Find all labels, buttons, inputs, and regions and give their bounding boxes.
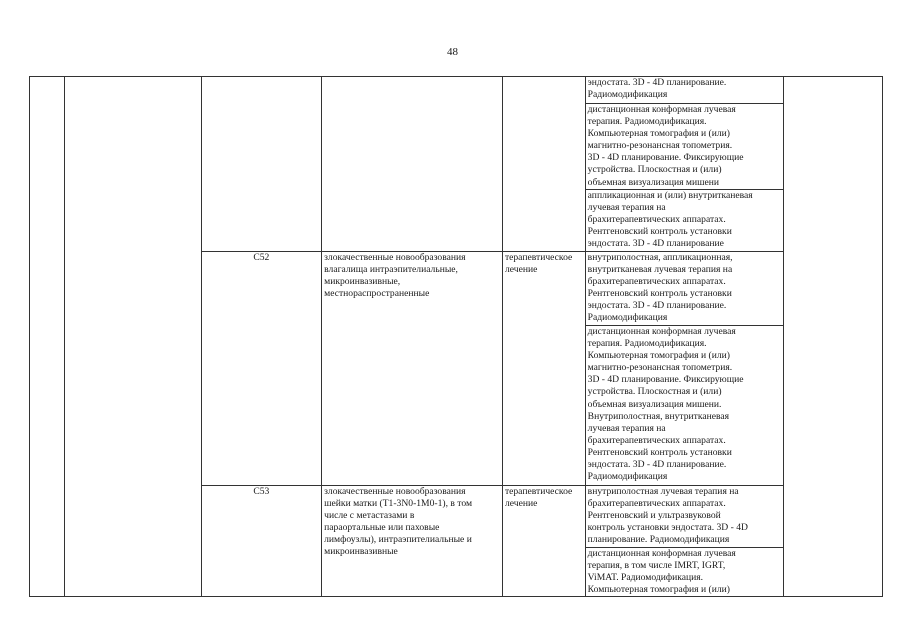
diagnosis-code-cell: C52	[201, 252, 322, 486]
method-cell: дистанционная конформная лучевая терапия. Радиомодификация. Компьютерная томография и (или) магнитно-резонансная топометрия. 3D - 4D планирование. Фиксирующие устройства. Плоскостная и (или) объемная визуализация мишени. Внутриполостная, внутритканевая лучевая терапия на брахитерапевтических аппаратах. Рентгеновский контроль установки эндостата. 3D - 4D планирование. Радиомодификация	[585, 326, 783, 486]
column-7-cell	[783, 77, 882, 597]
treatment-type-cell	[502, 77, 585, 252]
diagnosis-name-cell: злокачественные новообразования шейки матки (T1-3N0-1M0-1), в том числе с метастазами в параортальные или паховые лимфоузлы), интраэпителиальные и микроинвазивные	[322, 486, 503, 597]
method-cell: эндостата. 3D - 4D планирование. Радиомодификация	[585, 77, 783, 104]
diagnosis-code-cell: C53	[201, 486, 322, 597]
diagnosis-code-cell	[201, 77, 322, 252]
method-cell: внутриполостная лучевая терапия на брахитерапевтических аппаратах. Рентгеновский и ультразвуковой контроль установки эндостата. 3D - 4D планирование. Радиомодификация	[585, 486, 783, 548]
method-cell: аппликационная и (или) внутритканевая лучевая терапия на брахитерапевтических аппаратах. Рентгеновский контроль установки эндостата. 3D - 4D планирование	[585, 190, 783, 252]
diagnosis-name-cell	[322, 77, 503, 252]
column-1-cell	[30, 77, 65, 597]
method-cell: дистанционная конформная лучевая терапия. Радиомодификация. Компьютерная томография и (или) магнитно-резонансная топометрия. 3D - 4D планирование. Фиксирующие устройства. Плоскостная и (или) объемная визуализация мишени	[585, 104, 783, 190]
column-2-cell	[64, 77, 201, 597]
diagnosis-name-cell: злокачественные новообразования влагалища интраэпителиальные, микроинвазивные, местнораспространенные	[322, 252, 503, 486]
page-number: 48	[447, 46, 458, 58]
treatment-type-cell: терапевтическое лечение	[502, 252, 585, 486]
method-cell: внутриполостная, аппликационная, внутритканевая лучевая терапия на брахитерапевтических аппаратах. Рентгеновский контроль установки эндостата. 3D - 4D планирование. Радиомодификация	[585, 252, 783, 326]
table-row	[30, 77, 883, 104]
method-cell: дистанционная конформная лучевая терапия, в том числе IMRT, IGRT, ViMAT. Радиомодификация. Компьютерная томография и (или)	[585, 548, 783, 597]
treatment-type-cell: терапевтическое лечение	[502, 486, 585, 597]
treatment-table	[29, 76, 883, 597]
